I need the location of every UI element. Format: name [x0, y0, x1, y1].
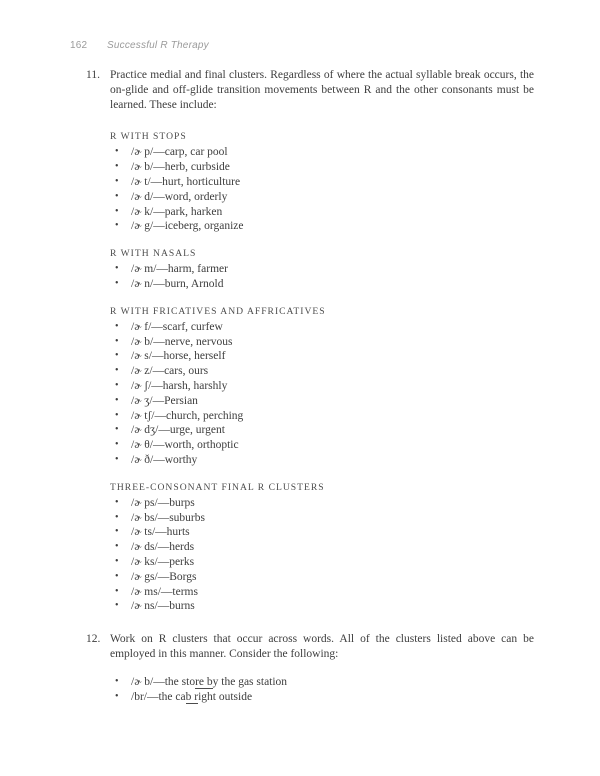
numbered-item-11: [86, 68, 600, 614]
bullet-list: [110, 262, 534, 292]
section-three-consonant-clusters: [110, 482, 534, 614]
item-11-paragraph: Practice medial and final clusters. Regardless of where the actual syllable break occurs, the on-glide and off-glide transition movements between R and the other consonants must be learned. These include:: [110, 69, 534, 111]
list-item: • /ɚ ʒ/—Persian: [110, 394, 534, 409]
list-item: • /ɚ m/—harm, farmer: [110, 262, 534, 277]
section-heading: R WITH FRICATIVES AND AFFRICATIVES: [110, 305, 326, 317]
item-12-paragraph: Work on R clusters that occur across words. All of the clusters listed above can be employed in this manner. Consider the following:: [110, 633, 534, 660]
list-item: • /ɚ ts/—hurts: [110, 525, 534, 540]
section-heading: THREE-CONSONANT FINAL R CLUSTERS: [110, 481, 325, 493]
bullet-list: [110, 145, 534, 234]
list-item: • /ɚ ns/—burns: [110, 599, 534, 614]
list-item: • /ɚ k/—park, harken: [110, 205, 534, 220]
list-item: • /ɚ gs/—Borgs: [110, 570, 534, 585]
list-item: • /ɚ s/—horse, herself: [110, 349, 534, 364]
list-item: [110, 675, 534, 690]
list-item: • /ɚ ks/—perks: [110, 555, 534, 570]
cluster-example-text: ight outside: [198, 690, 253, 703]
section-heading: R WITH STOPS: [110, 131, 187, 143]
section-r-with-fricatives: [110, 306, 534, 468]
list-item: • /ɚ ps/—burps: [110, 496, 534, 511]
list-item: • /ɚ g/—iceberg, organize: [110, 219, 534, 234]
section-r-with-stops: [110, 131, 534, 234]
cluster-example-text: /br/—the ca: [131, 690, 186, 703]
bullet-list: [110, 320, 534, 468]
running-header: [70, 40, 600, 51]
bullet-list: [110, 675, 534, 705]
list-item: • /ɚ n/—burn, Arnold: [110, 277, 534, 292]
underlined-cluster: re b: [195, 675, 213, 688]
cluster-example-text: y the gas station: [212, 675, 288, 688]
item-11-number: 11.: [86, 69, 100, 81]
running-title: Successful R Therapy: [107, 40, 209, 51]
bullet-list: [110, 496, 534, 614]
page-number: 162: [70, 40, 88, 51]
page-body: [86, 68, 600, 704]
list-item: • /ɚ d/—word, orderly: [110, 190, 534, 205]
list-item: • /ɚ ds/—herds: [110, 540, 534, 555]
list-item: • /ɚ θ/—worth, orthoptic: [110, 438, 534, 453]
underlined-cluster: b r: [185, 690, 199, 703]
cluster-example-text: /ɚ b/—the sto: [131, 675, 196, 688]
list-item: • /ɚ f/—scarf, curfew: [110, 320, 534, 335]
item-12-number: 12.: [86, 633, 101, 646]
list-item: • /ɚ p/—carp, car pool: [110, 145, 534, 160]
section-heading: R WITH NASALS: [110, 248, 197, 260]
list-item: • /ɚ tʃ/—church, perching: [110, 409, 534, 424]
list-item: • /ɚ b/—herb, curbside: [110, 160, 534, 175]
list-item: [110, 690, 534, 705]
item-12-body: [110, 632, 534, 704]
list-item: • /ɚ ʃ/—harsh, harshly: [110, 379, 534, 394]
list-item: • /ɚ ð/—worthy: [110, 453, 534, 468]
list-item: • /ɚ dʒ/—urge, urgent: [110, 423, 534, 438]
list-item: • /ɚ z/—cars, ours: [110, 364, 534, 379]
list-item: • /ɚ bs/—suburbs: [110, 511, 534, 526]
list-item: • /ɚ ms/—terms: [110, 585, 534, 600]
section-r-with-nasals: [110, 248, 534, 292]
list-item: • /ɚ t/—hurt, horticulture: [110, 175, 534, 190]
numbered-item-12: [86, 632, 600, 704]
list-item: • /ɚ b/—nerve, nervous: [110, 335, 534, 350]
item-11-body: [110, 68, 534, 614]
